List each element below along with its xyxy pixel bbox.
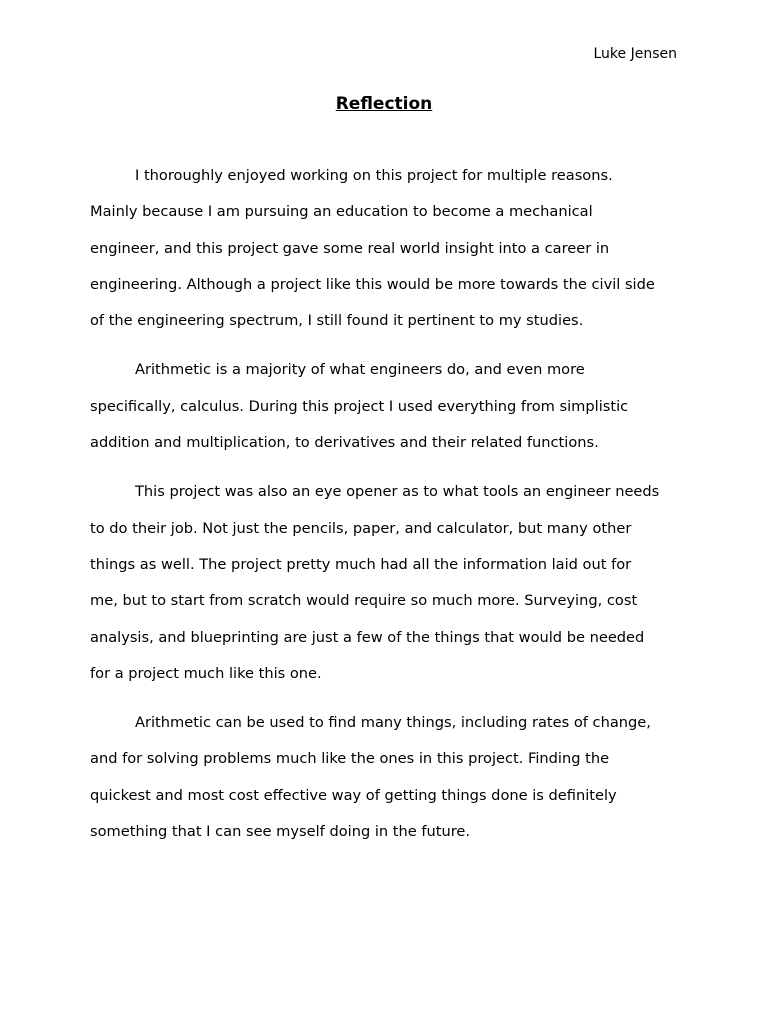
paragraph-line: of the engineering spectrum, I still found it pertinent to my studies. [90, 312, 584, 330]
paragraph-line: Mainly because I am pursuing an education to become a mechanical [90, 203, 593, 221]
paragraph-line: Arithmetic can be used to find many things, including rates of change, [135, 714, 651, 732]
paragraph-line: This project was also an eye opener as to what tools an engineer needs [135, 483, 660, 501]
paragraph-line: for a project much like this one. [90, 664, 322, 682]
paragraph-1 [90, 158, 690, 339]
document-title: Reflection [335, 94, 433, 114]
paragraph-3 [90, 474, 690, 692]
paragraph-line: specifically, calculus. During this project I used everything from simplistic [90, 397, 629, 415]
paragraph-4 [90, 705, 690, 850]
paragraph-line: engineering. Although a project like this would be more towards the civil side [90, 275, 655, 293]
paragraph-line: something that I can see myself doing in the future. [90, 823, 471, 841]
paragraph-line: things as well. The project pretty much had all the information laid out for [90, 555, 632, 573]
paragraph-line: Arithmetic is a majority of what engineers do, and even more [135, 361, 585, 379]
paragraph-line: me, but to start from scratch would require so much more. Surveying, cost [90, 592, 638, 610]
paragraph-line: I thoroughly enjoyed working on this project for multiple reasons. [135, 167, 613, 184]
paragraph-line: and for solving problems much like the ones in this project. Finding the [90, 750, 610, 768]
document-body [90, 158, 690, 863]
paragraph-2 [90, 352, 690, 461]
paragraph-line: engineer, and this project gave some real world insight into a career in [90, 239, 610, 257]
paragraph-line: to do their job. Not just the pencils, paper, and calculator, but many other [90, 519, 632, 537]
paragraph-line: analysis, and blueprinting are just a few of the things that would be needed [90, 628, 645, 646]
paragraph-line: addition and multiplication, to derivatives and their related functions. [90, 434, 599, 452]
paragraph-line: quickest and most cost effective way of getting things done is definitely [90, 786, 617, 804]
author-name: Luke Jensen [593, 46, 677, 62]
